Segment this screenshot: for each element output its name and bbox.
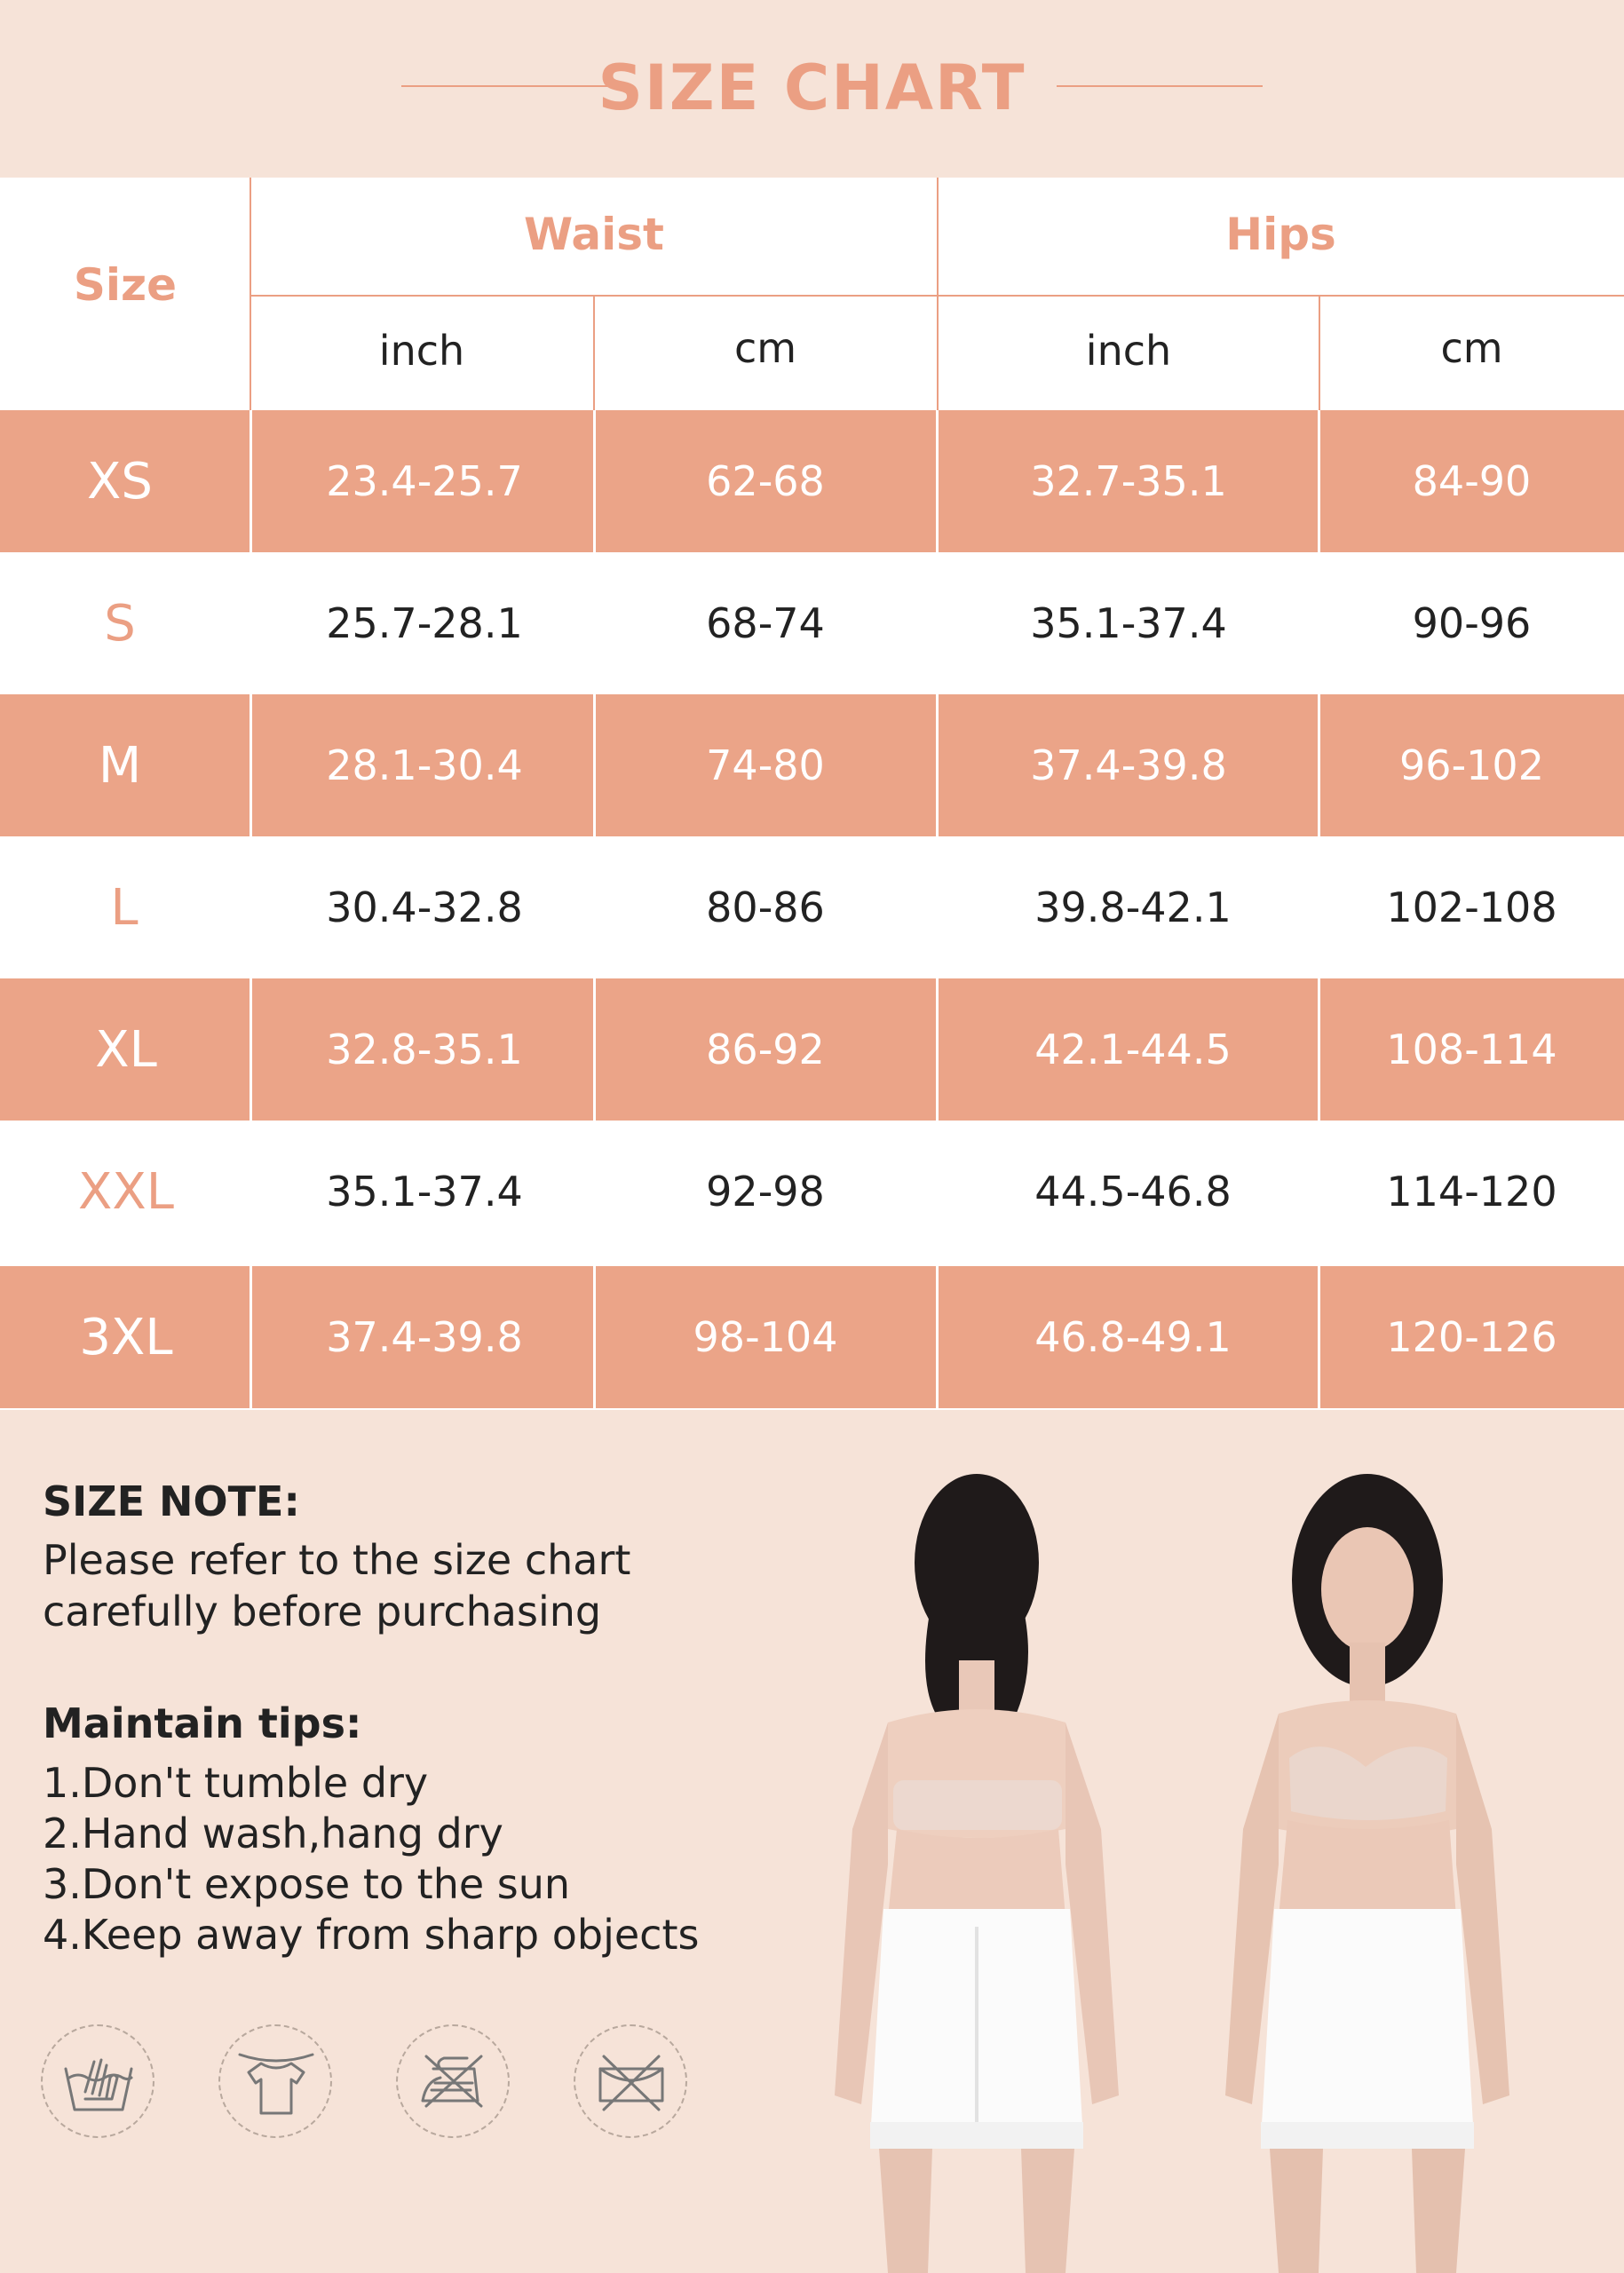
tip-item: 1.Don't tumble dry	[43, 1759, 429, 1807]
header-divider-4	[1319, 295, 1320, 410]
header-divider-1	[250, 178, 251, 410]
size-cell: L	[110, 878, 139, 937]
size-cell: S	[104, 594, 136, 653]
hips-cm-cell: 114-120	[1386, 1168, 1557, 1216]
hips-header: Hips	[1225, 209, 1336, 260]
hips-inch-cell: 32.7-35.1	[1030, 457, 1227, 505]
unit-hips-cm: cm	[1440, 324, 1503, 372]
waist-cm-cell: 68-74	[706, 599, 825, 647]
hips-cm-cell: 102-108	[1386, 883, 1557, 931]
hips-inch-cell: 39.8-42.1	[1034, 883, 1232, 931]
unit-waist-inch: inch	[378, 327, 465, 375]
size-note-line: Please refer to the size chart	[43, 1536, 631, 1584]
header-divider-2	[593, 295, 595, 410]
waist-inch-cell: 32.8-35.1	[326, 1026, 523, 1073]
hips-cm-cell: 96-102	[1399, 741, 1544, 789]
table-row	[0, 552, 1624, 694]
waist-inch-cell: 25.7-28.1	[326, 599, 523, 647]
size-table	[0, 178, 1624, 1410]
do-not-tumble-dry-icon	[574, 2024, 687, 2138]
table-row	[0, 1121, 1624, 1263]
waist-inch-cell: 35.1-37.4	[326, 1168, 523, 1216]
model-front-view	[1190, 1456, 1624, 2273]
size-note-title: SIZE NOTE:	[43, 1477, 300, 1525]
waist-cm-cell: 92-98	[706, 1168, 825, 1216]
waist-cm-cell: 74-80	[706, 741, 825, 789]
size-cell: M	[98, 736, 142, 795]
waist-inch-cell: 23.4-25.7	[326, 457, 523, 505]
waist-inch-cell: 30.4-32.8	[326, 883, 523, 931]
do-not-iron-icon	[396, 2024, 510, 2138]
size-header: Size	[73, 259, 178, 311]
hang-dry-icon	[218, 2024, 332, 2138]
model-photos	[799, 1456, 1624, 2273]
waist-header: Waist	[524, 209, 664, 260]
page-title: SIZE CHART	[598, 51, 1026, 124]
unit-hips-inch: inch	[1085, 327, 1172, 375]
size-cell: XXL	[78, 1162, 174, 1221]
size-note-line: carefully before purchasing	[43, 1588, 602, 1635]
header	[0, 0, 1624, 178]
hips-inch-cell: 35.1-37.4	[1030, 599, 1227, 647]
table-row	[0, 978, 1624, 1121]
waist-cm-cell: 86-92	[706, 1026, 825, 1073]
table-row	[0, 836, 1624, 978]
waist-inch-cell: 28.1-30.4	[326, 741, 523, 789]
hand-wash-icon	[41, 2024, 154, 2138]
unit-waist-cm: cm	[733, 324, 797, 372]
hips-cm-cell: 84-90	[1412, 457, 1532, 505]
hips-cm-cell: 90-96	[1412, 599, 1532, 647]
waist-cm-cell: 80-86	[706, 883, 825, 931]
hips-inch-cell: 46.8-49.1	[1034, 1313, 1232, 1361]
size-cell: XS	[87, 452, 153, 511]
table-row	[0, 410, 1624, 552]
size-notes	[43, 1477, 788, 1960]
title-divider-right	[1057, 85, 1263, 87]
hips-cm-cell: 108-114	[1386, 1026, 1557, 1073]
size-cell: 3XL	[79, 1308, 173, 1366]
waist-inch-cell: 37.4-39.8	[326, 1313, 523, 1361]
model-back-view	[799, 1456, 1190, 2273]
tip-item: 2.Hand wash,hang dry	[43, 1810, 503, 1857]
tip-item: 4.Keep away from sharp objects	[43, 1911, 700, 1959]
maintain-tips-title: Maintain tips:	[43, 1699, 362, 1747]
table-row	[0, 1266, 1624, 1408]
waist-cm-cell: 98-104	[693, 1313, 838, 1361]
hips-inch-cell: 44.5-46.8	[1034, 1168, 1232, 1216]
hips-inch-cell: 37.4-39.8	[1030, 741, 1227, 789]
hips-inch-cell: 42.1-44.5	[1034, 1026, 1232, 1073]
table-row	[0, 694, 1624, 836]
size-cell: XL	[95, 1020, 157, 1079]
waist-cm-cell: 62-68	[706, 457, 825, 505]
tip-item: 3.Don't expose to the sun	[43, 1860, 571, 1908]
header-divider-3	[937, 178, 939, 410]
hips-cm-cell: 120-126	[1386, 1313, 1557, 1361]
